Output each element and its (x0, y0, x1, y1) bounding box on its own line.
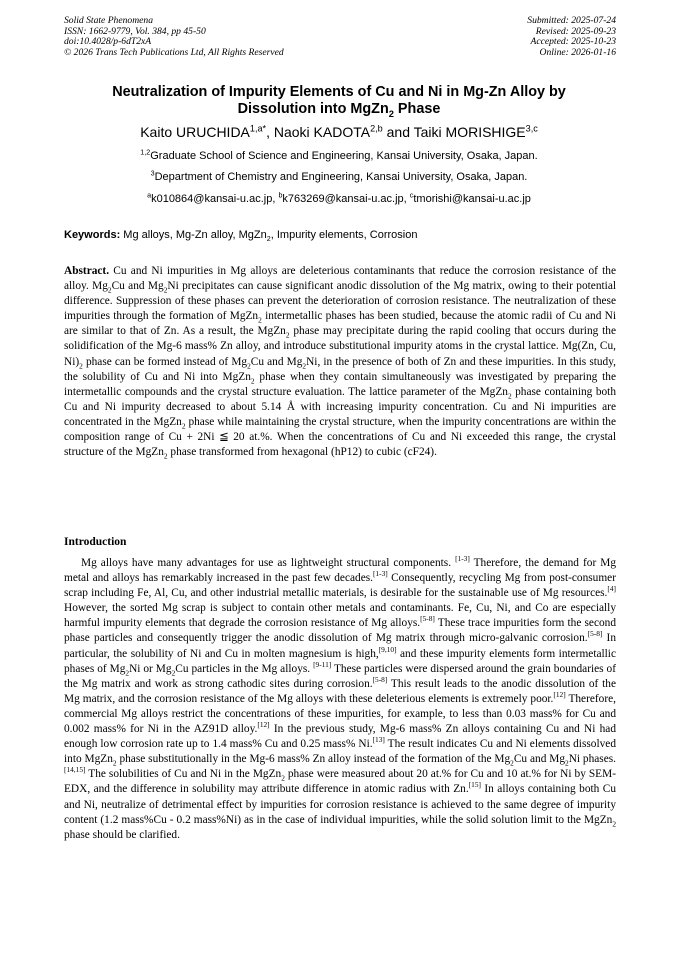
citation: [5-8] (587, 629, 603, 639)
citation: [14,15] (64, 765, 86, 775)
title-line-1: Neutralization of Impurity Elements of Cu and Ni in Mg-Zn Alloy by (112, 84, 566, 100)
author-list: Kaito $URUCHIDA^{1,a*}$, Naoki KADOTA$^{2,b}$ and Taiki MORISHIGE$^{3,c}$ (140, 123, 538, 140)
citation: [12] (257, 720, 270, 730)
author-3: and Taiki MORISHIGE (382, 124, 526, 140)
accepted-date: Accepted: 2025-10-23 (530, 36, 616, 48)
online-date: Online: 2026-01-16 (539, 46, 616, 58)
citation: [5-8] (420, 614, 435, 624)
citation: [1-3] (455, 554, 470, 564)
doi: doi:10.4028/p-6dT2xA (64, 36, 152, 48)
affiliation-1: $^{1,2}$Graduate School of Science and Engineering, Kansai University, Osaka, Japan. (140, 148, 538, 162)
author-emails: $^a$k010864@kansai-u.ac.jp, $^b$k763269@kansai-u.ac.jp, $^c$tmorishi@kansai-u.ac.jp (147, 191, 531, 205)
author-2: , Naoki KADOTA (266, 124, 371, 140)
abstract-paragraph: Abstract. Cu and Ni impurities in Mg alloys are deleterious contaminants that reduce the corrosion resistance of the alloy. $Mg_2Cu$ and $Mg_2Ni$ precipitates can cause significant anodic dissolution of the Mg matrix, owing to their potential difference. Suppression of these phases can prevent the deterioration of corrosion resistance. The neutralization of these impurities through the formation of MgZn$_2$ intermetallic phases has been studied, because the atomic radii of Cu and Ni are similar to that of Zn. As a result, the MgZn$_2$ phase may precipitate during the rapid cooling that occurs during the solidification of the Mg-6 mass% Zn alloy, and introduce substitutional impurity atoms in the crystal lattice. Mg(Zn, Cu, $Ni)_2$ phase can be formed instead of $Mg_2Cu$ and $Mg_2Ni$, in the presence of both of Zn and these impurities. In this study, the solubility of Cu and Ni into MgZn$_2$ phase when they contain simultaneously was investigated by preparing the intermetallic compounds and the crystal structure evaluation. The lattice parameter of the MgZn$_2$ phase containing both Cu and Ni impurity decreased to about 5.14 Å with increasing impurity concentration. Cu and Ni impurities are concentrated in the MgZn$_2$ phase while maintaining the crystal structure, when the impurity concentrations are within the composition range of Cu + 2Ni ≦ 20 at.%. When the concentrations of Cu and Ni exceeded this range, the crystal structure of the MgZn$_2$ phase transformed from hexagonal (hP12) to cubic (cF24). (64, 265, 616, 461)
citation: [13] (372, 735, 385, 745)
introduction-heading: Introduction (64, 536, 127, 548)
citation: [9-11] (313, 659, 332, 669)
copyright: © 2026 Trans Tech Publications Ltd, All Rights Reserved (64, 46, 284, 58)
issn: ISSN: 1662-9779, Vol. 384, pp 45-50 (64, 25, 206, 37)
revised-date: Revised: 2025-09-23 (535, 25, 616, 37)
journal-name: Solid State Phenomena (64, 15, 153, 26)
journal-header (64, 16, 284, 58)
submitted-date: Submitted: 2025-07-24 (527, 15, 616, 26)
citation: [15] (468, 780, 481, 790)
citation: [4] (607, 584, 616, 594)
author-1: Kaito URUCHIDA (140, 124, 250, 140)
abstract-label: Abstract. (64, 265, 110, 277)
citation: [12] (553, 690, 566, 700)
citation: [1-3] (372, 569, 388, 579)
paper-title (40, 84, 638, 117)
title-line-2: Dissolution into MgZn$_2$ Phase (237, 100, 441, 119)
citation: [5-8] (372, 674, 388, 684)
citation: [9,10] (378, 644, 397, 654)
keywords-label: Keywords: (64, 229, 121, 241)
keywords: Keywords: Mg alloys, Mg-Zn alloy, MgZn$_2$, Impurity elements, Corrosion (64, 229, 418, 244)
dates-header (527, 16, 616, 58)
affiliation-2: $^3$Department of Chemistry and Engineering, Kansai University, Osaka, Japan. (150, 169, 528, 183)
introduction-paragraph: Mg alloys have many advantages for use as lightweight structural components. [1-3] Therefore, the demand for Mg metal and alloys has remarkably increased in the past few decades.[1-3] Consequently, recycling Mg from post-consumer scrap including Fe, Al, Cu, and other industrial metallic materials, is desirable for the sustainable use of Mg resources.[4] However, the sorted Mg scrap is subject to contain other metals and contaminants. Fe, Cu, Ni, and Co are especially harmful impurity elements that degrade the corrosion resistance of Mg alloys.[5-8] These trace impurities form the second phase particles and consequently trigger the anodic dissolution of Mg matrix through micro-galvanic corrosion.[5-8] In particular, the solubility of Ni and Cu in molten magnesium is high,[9,10] and these impurity elements form intermetallic phases of $Mg_2Ni$ or $Mg_2Cu$ particles in the Mg alloys. [9-11] These particles were dispersed around the grain boundaries of the Mg matrix and work as strong cathodic sites during corrosion.[5-8] This result leads to the anodic dissolution of the Mg matrix, and the corrosion resistance of the Mg alloys with these deleterious elements is extremely poor.[12] Therefore, commercial Mg alloys restrict the concentrations of these impurities, for example, to less than 0.03 mass% for Cu and 0.002 mass% for Ni in the AZ91D alloy.[12] In the previous study, Mg-6 mass% Zn alloys containing Cu and Ni had enough low corrosion rate up to 1.4 mass% Cu and 0.25 mass% Ni.[13] The result indicates Cu and Ni elements dissolved into MgZn$_2$ phase substitutionally in the Mg-6 mass% Zn alloy instead of the formation of the $Mg_2Cu$ and $Mg_2Ni$ phases.[14,15] The solubilities of Cu and Ni in the MgZn$_2$ phase were measured about 20 at.% for Cu and 10 at.% for Ni by SEM-EDX, and the difference in solubility may attribute difference in atomic radius with Zn.[15] In alloys containing both Cu and Ni, neutralize of detrimental effect by impurities for corrosion resistance is achieved to the same degree of impurity content (1.2 mass%Cu - 0.2 mass%Ni) as in the case of individual impurities, while the solid solution limit to the MgZn$_2$ phase should be clarified. (64, 554, 617, 841)
